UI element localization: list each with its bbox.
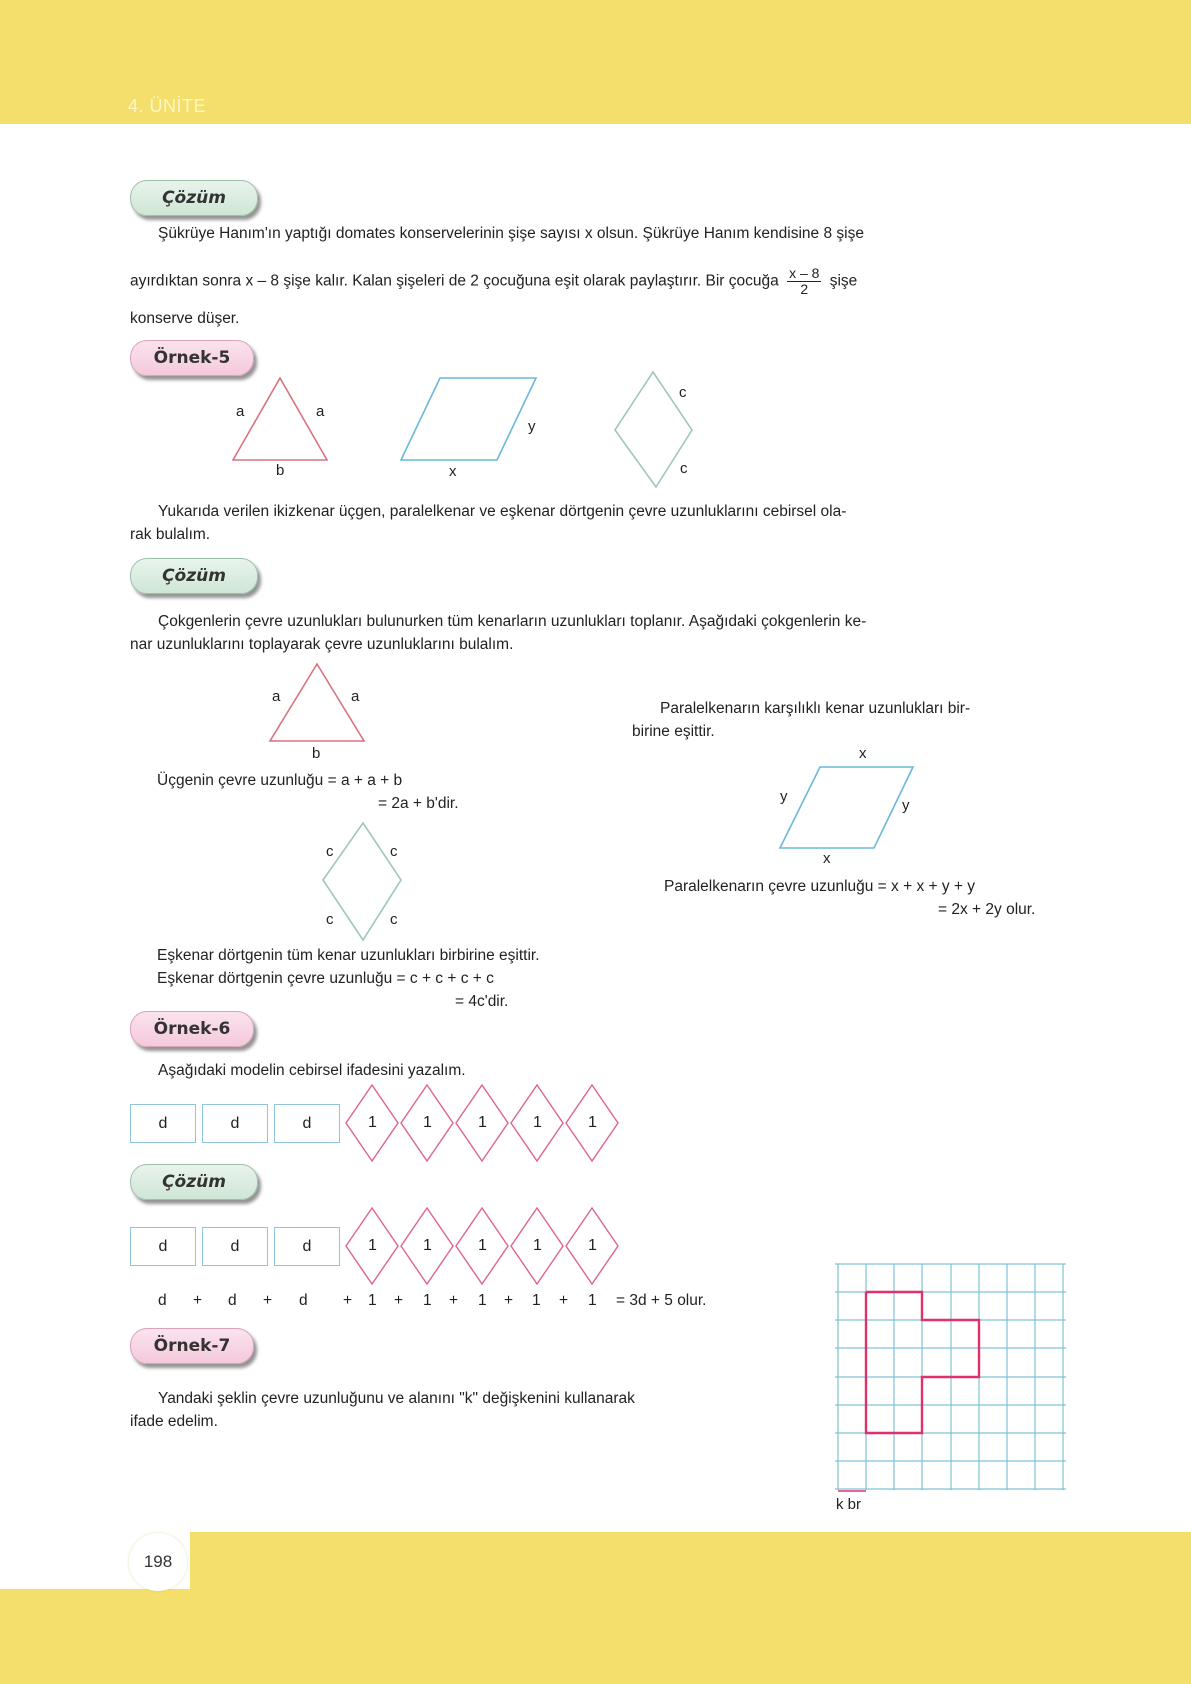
fraction [787,266,821,297]
unit-tile: 1 [368,1114,377,1131]
solution-text-line-1: Şükrüye Hanım'ın yaptığı domates konservelerinin şişe sayısı x olsun. Şükrüye Hanım kendisine 8 şişe [158,225,864,242]
solution-badge [130,1164,258,1200]
page-number-text: 198 [143,1552,173,1571]
unit-tile: 1 [478,1114,487,1131]
triangle-label-base: b [312,745,321,762]
sum-term: + [343,1292,353,1309]
rhombus-label-top: c [679,384,687,401]
rhombus-label-bottom: c [680,460,688,477]
solution-badge-label: Çözüm [162,566,226,586]
unit-length-label: k br [836,1496,862,1513]
solution-badge [130,180,258,216]
parallelogram-label-top: x [859,745,867,762]
unit-tile: 1 [423,1237,432,1254]
sum-term: d [299,1292,308,1309]
sum-term: + [394,1292,404,1309]
sum-result: = 3d + 5 olur. [616,1292,707,1309]
fraction-denominator: 2 [800,281,809,297]
parallelogram-label-right: y [902,797,910,814]
example-5-text-line-2: rak bulalım. [130,526,211,543]
triangle-label-left: a [236,403,245,420]
triangle-perimeter-eq-2: = 2a + b'dir. [378,795,459,812]
variable-tile: d [274,1104,340,1143]
example-5-badge-label: Örnek-5 [153,348,231,368]
grid-figure [0,0,1,1]
variable-tile: d [202,1104,268,1143]
example-6-text: Aşağıdaki modelin cebirsel ifadesini yazalım. [158,1062,466,1079]
parallelogram-note-1: Paralelkenarın karşılıklı kenar uzunlukları bir- [660,700,971,717]
unit-tile: 1 [533,1237,542,1254]
sum-term: 1 [478,1292,487,1309]
solution-badge-label: Çözüm [162,1172,226,1192]
variable-tile: d [274,1227,340,1266]
sum-term: d [228,1292,237,1309]
rhombus-perimeter-eq-1: Eşkenar dörtgenin çevre uzunluğu = c + c + c + c [157,970,494,987]
triangle-label-right: a [351,688,360,705]
example-7-text-line-2: ifade edelim. [130,1413,218,1430]
unit-tile: 1 [423,1114,432,1131]
fraction-numerator: x – 8 [789,265,820,281]
solution-5-text-line-1: Çokgenlerin çevre uzunlukları bulunurken tüm kenarların uzunlukları toplanır. Aşağıdaki çokgenlerin ke- [158,613,867,630]
sum-term: 1 [532,1292,541,1309]
variable-tile: d [202,1227,268,1266]
solution-text-line-2a: ayırdıktan sonra x – 8 şişe kalır. Kalan şişeleri de 2 çocuğuna eşit olarak paylaştırır. Bir çocuğa [130,272,779,290]
example-7-badge-label: Örnek-7 [153,1336,231,1356]
unit-tile: 1 [368,1237,377,1254]
example-5-text-line-1: Yukarıda verilen ikizkenar üçgen, paralelkenar ve eşkenar dörtgenin çevre uzunluklarını cebirsel ola- [158,503,847,520]
bottom-band-left [0,1589,190,1684]
sum-term: 1 [588,1292,597,1309]
rhombus-label-bl: c [326,911,334,928]
triangle-perimeter-eq-1: Üçgenin çevre uzunluğu = a + a + b [157,772,403,789]
parallelogram-perimeter-eq-1: Paralelkenarın çevre uzunluğu = x + x + y + y [664,878,976,895]
triangle-label-left: a [272,688,281,705]
rhombus-label-tl: c [326,843,334,860]
parallelogram-perimeter-eq-2: = 2x + 2y olur. [938,901,1036,918]
rhombus-label-br: c [390,911,398,928]
sum-term: d [158,1292,167,1309]
unit-tile: 1 [533,1114,542,1131]
solution-5-text-line-2: nar uzunluklarını toplayarak çevre uzunluklarını bulalım. [130,636,514,653]
sum-term: + [263,1292,273,1309]
page-number [129,1533,187,1591]
solution-text-line-2b: şişe [829,272,858,290]
unit-label: 4. ÜNİTE [128,96,207,116]
example-7-badge [130,1328,254,1364]
example-5-badge [130,340,254,376]
sum-term: 1 [423,1292,432,1309]
unit-tile: 1 [588,1237,597,1254]
example-7-text-line-1: Yandaki şeklin çevre uzunluğunu ve alanını "k" değişkenini kullanarak [158,1390,635,1407]
triangle-label-base: b [276,462,285,479]
sum-term: + [193,1292,203,1309]
solution-text-line-2 [130,266,857,297]
variable-tile: d [130,1104,196,1143]
rhombus-perimeter-eq-2: = 4c'dir. [455,993,509,1010]
unit-tile: 1 [588,1114,597,1131]
sum-term: + [449,1292,459,1309]
example-6-badge [130,1011,254,1047]
parallelogram-label-left: y [780,788,788,805]
solution-text-line-3: konserve düşer. [130,310,240,327]
parallelogram-label-bottom: x [823,850,831,867]
sum-term: 1 [368,1292,377,1309]
sum-term: + [559,1292,569,1309]
parallelogram-label-base: x [449,463,457,480]
rhombus-label-tr: c [390,843,398,860]
sum-term: + [504,1292,514,1309]
solution-badge [130,558,258,594]
example-6-badge-label: Örnek-6 [153,1019,231,1039]
parallelogram-label-side: y [528,418,536,435]
bottom-band [190,1532,1191,1684]
unit-tile: 1 [478,1237,487,1254]
variable-tile: d [130,1227,196,1266]
triangle-label-right: a [316,403,325,420]
parallelogram-note-2: birine eşittir. [632,723,715,740]
rhombus-note: Eşkenar dörtgenin tüm kenar uzunlukları birbirine eşittir. [157,947,540,964]
solution-badge-label: Çözüm [162,188,226,208]
